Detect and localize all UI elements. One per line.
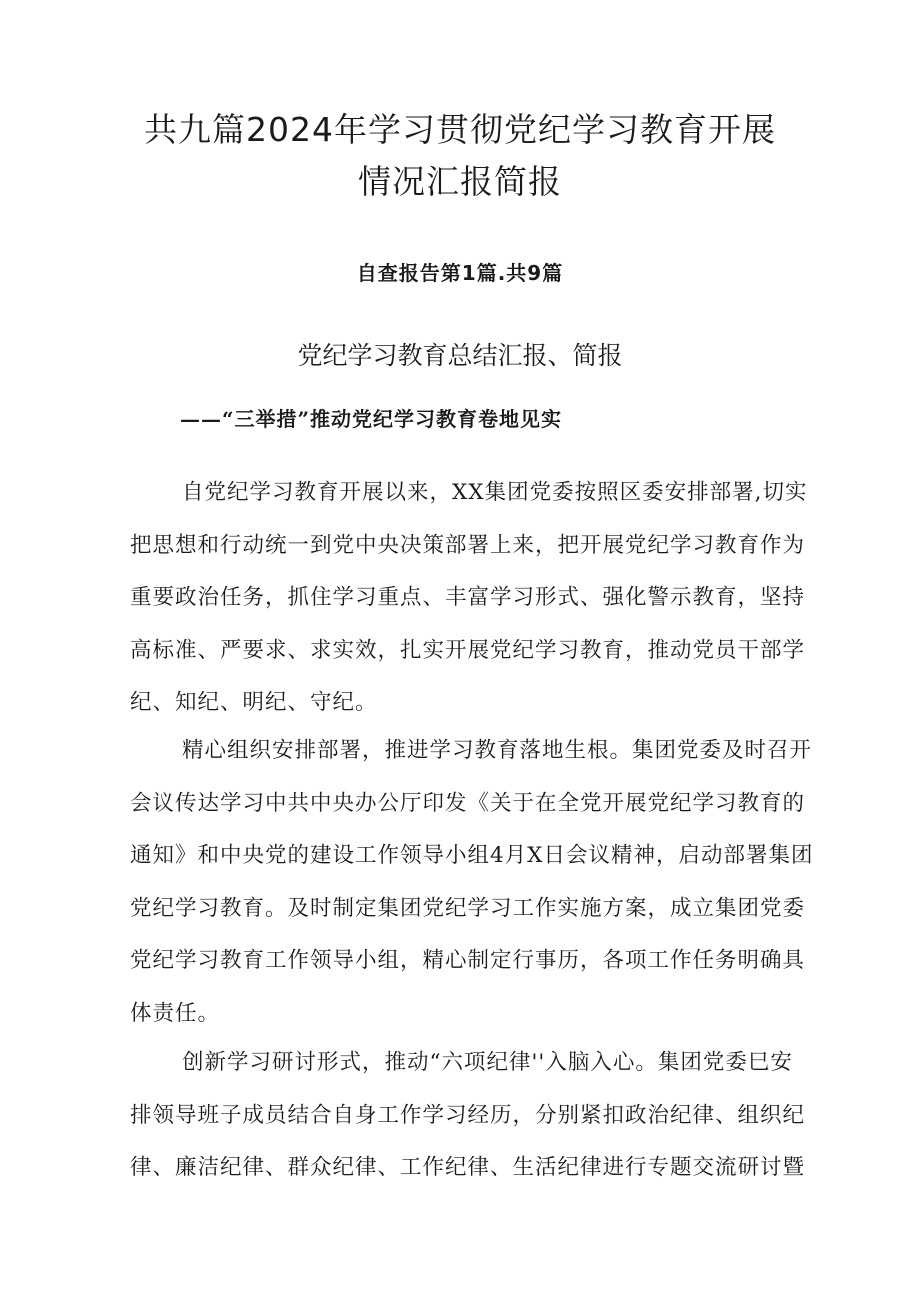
paragraph-line: 高标准、严要求、求实效，扎实开展党纪学习教育，推动党员干部学 [130, 637, 806, 663]
paragraph-line: 把思想和行动统一到党中央决策部署上来，把开展党纪学习教育作为 [130, 532, 806, 558]
document-title-line-1: 共九篇2024年学习贯彻党纪学习教育开展 [144, 110, 776, 149]
section-heading: 党纪学习教育总结汇报、简报 [297, 341, 623, 370]
document-title-line-2: 情况汇报简报 [358, 162, 562, 201]
paragraph-line: 创新学习研讨形式，推动“六项纪律''入脑入心。集团党委巳安 [182, 1050, 793, 1075]
paragraph-line: 重要政治任务，抓住学习重点、丰富学习形式、强化警示教育，坚持 [130, 585, 806, 610]
paragraph-3 [130, 1037, 806, 1195]
paragraph-line: 党纪学习教育。及时制定集团党纪学习工作实施方案，成立集团党委 [130, 895, 806, 921]
paragraph-line: 律、廉洁纪律、群众纪律、工作纪律、生活纪律进行专题交流研讨暨 [130, 1155, 806, 1180]
paragraph-2 [130, 725, 814, 1040]
paragraph-line: 精心组织安排部署，推进学习教育落地生根。集团党委及时召开 [182, 738, 813, 763]
paragraph-line: 排领导班子成员结合自身工作学习经历，分别紧扣政治纪律、组织纪 [130, 1102, 806, 1128]
document-title [120, 104, 800, 208]
part-label: 自查报告第1篇.共9篇 [356, 261, 564, 285]
paragraph-line: 自党纪学习教育开展以来，XX集团党委按照区委安排部署,切实 [182, 480, 808, 505]
paragraph-line: 体责任。 [130, 1000, 221, 1026]
paragraph-line: 通知》和中央党的建设工作领导小组4月X日会议精神，启动部署集团 [130, 843, 814, 868]
paragraph-1 [130, 467, 808, 730]
paragraph-line: 纪、知纪、明纪、守纪。 [130, 690, 378, 715]
paragraph-line: 会议传达学习中共中央办公厅印发《关于在全党开展党纪学习教育的 [130, 790, 806, 816]
section-subtitle: ——“三举措”推动党纪学习教育卷地见实 [180, 407, 563, 431]
paragraph-line: 党纪学习教育工作领导小组，精心制定行事历，各项工作任务明确具 [130, 948, 806, 973]
